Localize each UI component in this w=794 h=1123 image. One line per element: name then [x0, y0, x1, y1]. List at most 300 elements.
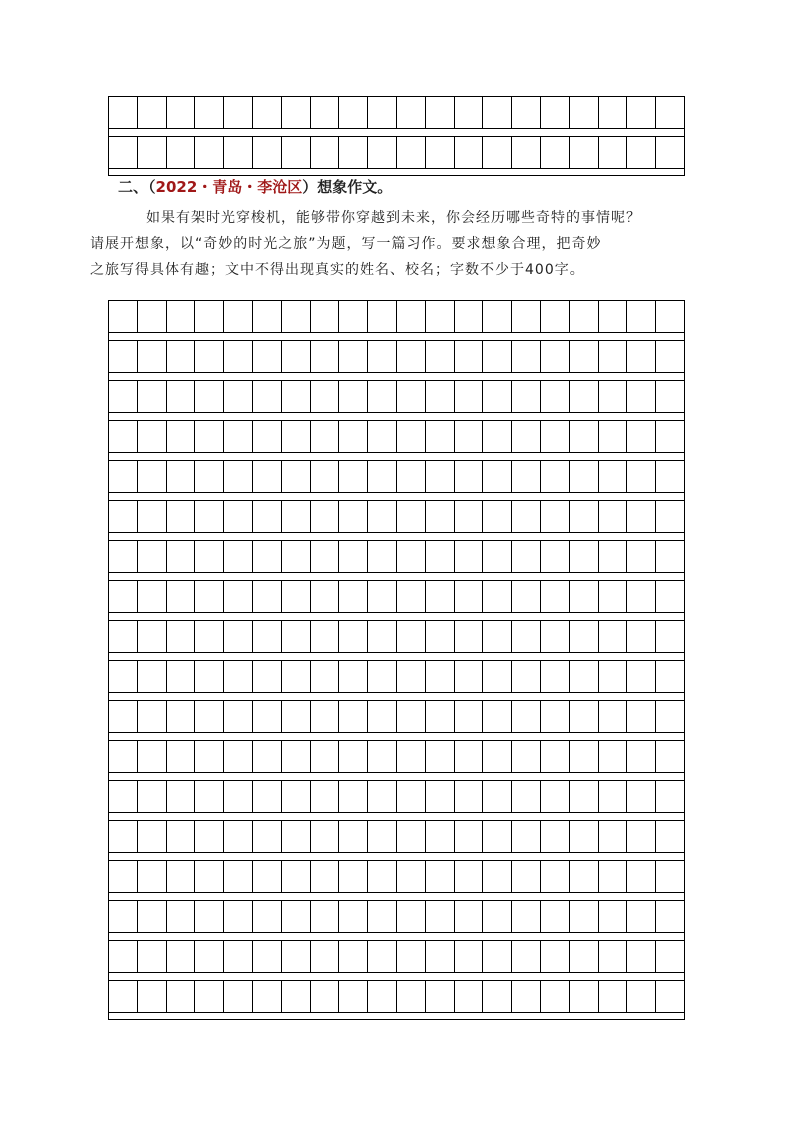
grid-cell[interactable]	[253, 381, 282, 412]
grid-cell[interactable]	[282, 821, 311, 852]
grid-cell[interactable]	[195, 541, 224, 572]
grid-cell[interactable]	[397, 301, 426, 332]
grid-cell[interactable]	[599, 661, 628, 692]
grid-cell[interactable]	[311, 301, 340, 332]
grid-cell[interactable]	[311, 581, 340, 612]
grid-cell[interactable]	[627, 461, 656, 492]
grid-cell[interactable]	[512, 97, 541, 128]
grid-cell[interactable]	[167, 621, 196, 652]
grid-cell[interactable]	[599, 701, 628, 732]
grid-cell[interactable]	[282, 301, 311, 332]
grid-cell[interactable]	[224, 541, 253, 572]
grid-cell[interactable]	[224, 941, 253, 972]
grid-cell[interactable]	[627, 541, 656, 572]
grid-cell[interactable]	[311, 821, 340, 852]
grid-cell[interactable]	[455, 137, 484, 168]
grid-cell[interactable]	[455, 541, 484, 572]
grid-cell[interactable]	[195, 981, 224, 1012]
grid-cell[interactable]	[397, 381, 426, 412]
grid-cell[interactable]	[512, 341, 541, 372]
grid-cell[interactable]	[455, 301, 484, 332]
grid-cell[interactable]	[627, 421, 656, 452]
grid-cell[interactable]	[483, 861, 512, 892]
grid-cell[interactable]	[339, 137, 368, 168]
grid-cell[interactable]	[541, 901, 570, 932]
grid-cell[interactable]	[627, 861, 656, 892]
grid-cell[interactable]	[599, 581, 628, 612]
grid-cell[interactable]	[570, 661, 599, 692]
grid-cell[interactable]	[311, 781, 340, 812]
grid-cell[interactable]	[138, 541, 167, 572]
grid-cell[interactable]	[109, 941, 138, 972]
grid-cell[interactable]	[512, 541, 541, 572]
grid-cell[interactable]	[599, 301, 628, 332]
grid-cell[interactable]	[195, 137, 224, 168]
grid-cell[interactable]	[167, 781, 196, 812]
grid-cell[interactable]	[109, 901, 138, 932]
grid-cell[interactable]	[426, 821, 455, 852]
grid-cell[interactable]	[253, 981, 282, 1012]
grid-cell[interactable]	[426, 941, 455, 972]
grid-cell[interactable]	[483, 341, 512, 372]
grid-cell[interactable]	[339, 741, 368, 772]
grid-cell[interactable]	[224, 137, 253, 168]
grid-cell[interactable]	[426, 381, 455, 412]
grid-cell[interactable]	[339, 501, 368, 532]
grid-cell[interactable]	[311, 501, 340, 532]
grid-cell[interactable]	[656, 981, 684, 1012]
grid-cell[interactable]	[570, 941, 599, 972]
grid-cell[interactable]	[599, 501, 628, 532]
grid-cell[interactable]	[599, 421, 628, 452]
grid-cell[interactable]	[167, 501, 196, 532]
grid-cell[interactable]	[195, 421, 224, 452]
grid-cell[interactable]	[483, 701, 512, 732]
grid-cell[interactable]	[224, 461, 253, 492]
grid-cell[interactable]	[167, 381, 196, 412]
grid-cell[interactable]	[138, 821, 167, 852]
grid-cell[interactable]	[397, 821, 426, 852]
grid-cell[interactable]	[426, 741, 455, 772]
grid-cell[interactable]	[512, 421, 541, 452]
grid-cell[interactable]	[483, 941, 512, 972]
grid-cell[interactable]	[368, 981, 397, 1012]
grid-cell[interactable]	[311, 341, 340, 372]
grid-cell[interactable]	[138, 621, 167, 652]
grid-cell[interactable]	[426, 341, 455, 372]
grid-cell[interactable]	[253, 741, 282, 772]
grid-cell[interactable]	[167, 701, 196, 732]
grid-cell[interactable]	[282, 781, 311, 812]
grid-cell[interactable]	[253, 421, 282, 452]
grid-cell[interactable]	[368, 861, 397, 892]
grid-cell[interactable]	[455, 901, 484, 932]
grid-cell[interactable]	[195, 301, 224, 332]
grid-cell[interactable]	[339, 941, 368, 972]
grid-cell[interactable]	[656, 501, 684, 532]
grid-cell[interactable]	[109, 301, 138, 332]
grid-cell[interactable]	[426, 981, 455, 1012]
grid-cell[interactable]	[455, 461, 484, 492]
grid-cell[interactable]	[253, 781, 282, 812]
grid-cell[interactable]	[311, 541, 340, 572]
grid-cell[interactable]	[455, 701, 484, 732]
grid-cell[interactable]	[311, 621, 340, 652]
grid-cell[interactable]	[512, 941, 541, 972]
grid-cell[interactable]	[167, 461, 196, 492]
grid-cell[interactable]	[368, 381, 397, 412]
grid-cell[interactable]	[109, 421, 138, 452]
grid-cell[interactable]	[570, 421, 599, 452]
grid-cell[interactable]	[253, 701, 282, 732]
grid-cell[interactable]	[541, 301, 570, 332]
grid-cell[interactable]	[282, 701, 311, 732]
grid-cell[interactable]	[368, 461, 397, 492]
grid-cell[interactable]	[253, 137, 282, 168]
grid-cell[interactable]	[541, 501, 570, 532]
grid-cell[interactable]	[138, 461, 167, 492]
grid-cell[interactable]	[368, 941, 397, 972]
grid-cell[interactable]	[627, 781, 656, 812]
grid-cell[interactable]	[397, 341, 426, 372]
grid-cell[interactable]	[282, 621, 311, 652]
grid-cell[interactable]	[570, 821, 599, 852]
grid-cell[interactable]	[656, 541, 684, 572]
grid-cell[interactable]	[109, 137, 138, 168]
grid-cell[interactable]	[455, 421, 484, 452]
grid-cell[interactable]	[397, 541, 426, 572]
grid-cell[interactable]	[253, 621, 282, 652]
grid-cell[interactable]	[138, 741, 167, 772]
grid-cell[interactable]	[570, 861, 599, 892]
grid-cell[interactable]	[311, 461, 340, 492]
grid-cell[interactable]	[138, 861, 167, 892]
grid-cell[interactable]	[455, 981, 484, 1012]
grid-cell[interactable]	[167, 941, 196, 972]
grid-cell[interactable]	[138, 381, 167, 412]
grid-cell[interactable]	[483, 137, 512, 168]
grid-cell[interactable]	[253, 461, 282, 492]
grid-cell[interactable]	[426, 541, 455, 572]
grid-cell[interactable]	[455, 861, 484, 892]
grid-cell[interactable]	[195, 501, 224, 532]
grid-cell[interactable]	[195, 581, 224, 612]
grid-cell[interactable]	[541, 461, 570, 492]
grid-cell[interactable]	[195, 741, 224, 772]
grid-cell[interactable]	[311, 981, 340, 1012]
grid-cell[interactable]	[138, 341, 167, 372]
grid-cell[interactable]	[426, 661, 455, 692]
grid-cell[interactable]	[339, 97, 368, 128]
grid-cell[interactable]	[570, 701, 599, 732]
grid-cell[interactable]	[224, 381, 253, 412]
grid-cell[interactable]	[599, 461, 628, 492]
grid-cell[interactable]	[483, 461, 512, 492]
grid-cell[interactable]	[656, 621, 684, 652]
grid-cell[interactable]	[368, 581, 397, 612]
grid-cell[interactable]	[167, 981, 196, 1012]
grid-cell[interactable]	[368, 621, 397, 652]
grid-cell[interactable]	[541, 861, 570, 892]
grid-cell[interactable]	[426, 901, 455, 932]
grid-cell[interactable]	[282, 861, 311, 892]
grid-cell[interactable]	[426, 421, 455, 452]
grid-cell[interactable]	[541, 981, 570, 1012]
grid-cell[interactable]	[627, 301, 656, 332]
grid-cell[interactable]	[195, 661, 224, 692]
grid-cell[interactable]	[368, 701, 397, 732]
grid-cell[interactable]	[455, 741, 484, 772]
grid-cell[interactable]	[109, 981, 138, 1012]
grid-cell[interactable]	[455, 581, 484, 612]
grid-cell[interactable]	[397, 701, 426, 732]
grid-cell[interactable]	[512, 301, 541, 332]
grid-cell[interactable]	[426, 137, 455, 168]
grid-cell[interactable]	[397, 741, 426, 772]
grid-cell[interactable]	[109, 97, 138, 128]
grid-cell[interactable]	[195, 461, 224, 492]
grid-cell[interactable]	[426, 301, 455, 332]
grid-cell[interactable]	[109, 861, 138, 892]
grid-cell[interactable]	[253, 941, 282, 972]
grid-cell[interactable]	[483, 741, 512, 772]
grid-cell[interactable]	[512, 981, 541, 1012]
grid-cell[interactable]	[109, 541, 138, 572]
grid-cell[interactable]	[627, 941, 656, 972]
grid-cell[interactable]	[656, 701, 684, 732]
grid-cell[interactable]	[656, 137, 684, 168]
grid-cell[interactable]	[483, 901, 512, 932]
grid-cell[interactable]	[656, 861, 684, 892]
grid-cell[interactable]	[339, 541, 368, 572]
grid-cell[interactable]	[311, 741, 340, 772]
grid-cell[interactable]	[282, 741, 311, 772]
grid-cell[interactable]	[397, 137, 426, 168]
grid-cell[interactable]	[311, 861, 340, 892]
grid-cell[interactable]	[570, 741, 599, 772]
grid-cell[interactable]	[512, 381, 541, 412]
grid-cell[interactable]	[224, 501, 253, 532]
grid-cell[interactable]	[512, 781, 541, 812]
grid-cell[interactable]	[599, 901, 628, 932]
grid-cell[interactable]	[311, 941, 340, 972]
grid-cell[interactable]	[224, 901, 253, 932]
grid-cell[interactable]	[512, 137, 541, 168]
grid-cell[interactable]	[138, 137, 167, 168]
grid-cell[interactable]	[483, 981, 512, 1012]
grid-cell[interactable]	[570, 137, 599, 168]
grid-cell[interactable]	[195, 381, 224, 412]
grid-cell[interactable]	[599, 861, 628, 892]
grid-cell[interactable]	[368, 901, 397, 932]
grid-cell[interactable]	[656, 781, 684, 812]
grid-cell[interactable]	[541, 421, 570, 452]
grid-cell[interactable]	[339, 621, 368, 652]
grid-cell[interactable]	[570, 97, 599, 128]
grid-cell[interactable]	[541, 341, 570, 372]
grid-cell[interactable]	[167, 901, 196, 932]
grid-cell[interactable]	[282, 581, 311, 612]
grid-cell[interactable]	[599, 341, 628, 372]
grid-cell[interactable]	[109, 701, 138, 732]
grid-cell[interactable]	[483, 381, 512, 412]
grid-cell[interactable]	[167, 741, 196, 772]
grid-cell[interactable]	[512, 661, 541, 692]
grid-cell[interactable]	[224, 701, 253, 732]
grid-cell[interactable]	[282, 97, 311, 128]
grid-cell[interactable]	[109, 461, 138, 492]
grid-cell[interactable]	[339, 781, 368, 812]
grid-cell[interactable]	[541, 381, 570, 412]
grid-cell[interactable]	[339, 901, 368, 932]
grid-cell[interactable]	[368, 97, 397, 128]
grid-cell[interactable]	[627, 97, 656, 128]
grid-cell[interactable]	[455, 781, 484, 812]
grid-cell[interactable]	[339, 341, 368, 372]
grid-cell[interactable]	[455, 621, 484, 652]
grid-cell[interactable]	[138, 501, 167, 532]
grid-cell[interactable]	[627, 581, 656, 612]
grid-cell[interactable]	[570, 781, 599, 812]
grid-cell[interactable]	[224, 781, 253, 812]
grid-cell[interactable]	[570, 541, 599, 572]
grid-cell[interactable]	[282, 341, 311, 372]
grid-cell[interactable]	[541, 701, 570, 732]
grid-cell[interactable]	[397, 581, 426, 612]
grid-cell[interactable]	[311, 901, 340, 932]
grid-cell[interactable]	[656, 97, 684, 128]
grid-cell[interactable]	[138, 781, 167, 812]
grid-cell[interactable]	[570, 301, 599, 332]
grid-cell[interactable]	[397, 941, 426, 972]
grid-cell[interactable]	[599, 137, 628, 168]
grid-cell[interactable]	[282, 941, 311, 972]
grid-cell[interactable]	[282, 981, 311, 1012]
grid-cell[interactable]	[311, 661, 340, 692]
writing-grid-main[interactable]	[108, 300, 685, 1020]
grid-cell[interactable]	[627, 621, 656, 652]
grid-cell[interactable]	[311, 421, 340, 452]
grid-cell[interactable]	[167, 137, 196, 168]
grid-cell[interactable]	[253, 97, 282, 128]
grid-cell[interactable]	[253, 901, 282, 932]
grid-cell[interactable]	[426, 701, 455, 732]
grid-cell[interactable]	[570, 981, 599, 1012]
grid-cell[interactable]	[339, 381, 368, 412]
grid-cell[interactable]	[195, 97, 224, 128]
grid-cell[interactable]	[426, 461, 455, 492]
grid-cell[interactable]	[570, 621, 599, 652]
grid-cell[interactable]	[311, 97, 340, 128]
grid-cell[interactable]	[570, 901, 599, 932]
grid-cell[interactable]	[282, 461, 311, 492]
grid-cell[interactable]	[138, 581, 167, 612]
grid-cell[interactable]	[311, 137, 340, 168]
grid-cell[interactable]	[656, 661, 684, 692]
grid-cell[interactable]	[483, 301, 512, 332]
grid-cell[interactable]	[397, 421, 426, 452]
grid-cell[interactable]	[224, 741, 253, 772]
grid-cell[interactable]	[627, 341, 656, 372]
grid-cell[interactable]	[368, 421, 397, 452]
grid-cell[interactable]	[397, 981, 426, 1012]
grid-cell[interactable]	[627, 821, 656, 852]
grid-cell[interactable]	[541, 581, 570, 612]
grid-cell[interactable]	[368, 501, 397, 532]
grid-cell[interactable]	[167, 541, 196, 572]
grid-cell[interactable]	[253, 341, 282, 372]
grid-cell[interactable]	[282, 501, 311, 532]
grid-cell[interactable]	[570, 461, 599, 492]
grid-cell[interactable]	[224, 581, 253, 612]
grid-cell[interactable]	[282, 381, 311, 412]
grid-cell[interactable]	[368, 341, 397, 372]
grid-cell[interactable]	[541, 741, 570, 772]
grid-cell[interactable]	[541, 661, 570, 692]
grid-cell[interactable]	[656, 461, 684, 492]
grid-cell[interactable]	[656, 821, 684, 852]
grid-cell[interactable]	[397, 861, 426, 892]
grid-cell[interactable]	[397, 97, 426, 128]
grid-cell[interactable]	[483, 781, 512, 812]
grid-cell[interactable]	[627, 501, 656, 532]
grid-cell[interactable]	[282, 541, 311, 572]
grid-cell[interactable]	[109, 661, 138, 692]
grid-cell[interactable]	[224, 621, 253, 652]
grid-cell[interactable]	[282, 421, 311, 452]
grid-cell[interactable]	[455, 821, 484, 852]
grid-cell[interactable]	[397, 901, 426, 932]
grid-cell[interactable]	[397, 501, 426, 532]
grid-cell[interactable]	[311, 701, 340, 732]
grid-cell[interactable]	[656, 341, 684, 372]
grid-cell[interactable]	[138, 301, 167, 332]
grid-cell[interactable]	[656, 581, 684, 612]
grid-cell[interactable]	[167, 581, 196, 612]
grid-cell[interactable]	[138, 97, 167, 128]
grid-cell[interactable]	[455, 341, 484, 372]
grid-cell[interactable]	[627, 661, 656, 692]
grid-cell[interactable]	[512, 621, 541, 652]
grid-cell[interactable]	[599, 541, 628, 572]
grid-cell[interactable]	[109, 621, 138, 652]
grid-cell[interactable]	[570, 581, 599, 612]
grid-cell[interactable]	[541, 621, 570, 652]
grid-cell[interactable]	[512, 901, 541, 932]
grid-cell[interactable]	[656, 741, 684, 772]
grid-cell[interactable]	[512, 501, 541, 532]
grid-cell[interactable]	[224, 821, 253, 852]
grid-cell[interactable]	[368, 661, 397, 692]
grid-cell[interactable]	[656, 941, 684, 972]
grid-cell[interactable]	[570, 501, 599, 532]
grid-cell[interactable]	[541, 97, 570, 128]
grid-cell[interactable]	[599, 941, 628, 972]
grid-cell[interactable]	[368, 301, 397, 332]
grid-cell[interactable]	[339, 661, 368, 692]
grid-cell[interactable]	[195, 861, 224, 892]
grid-cell[interactable]	[224, 341, 253, 372]
grid-cell[interactable]	[512, 861, 541, 892]
grid-cell[interactable]	[339, 701, 368, 732]
grid-cell[interactable]	[599, 781, 628, 812]
grid-cell[interactable]	[426, 501, 455, 532]
grid-cell[interactable]	[339, 981, 368, 1012]
grid-cell[interactable]	[138, 901, 167, 932]
grid-cell[interactable]	[541, 781, 570, 812]
grid-cell[interactable]	[138, 941, 167, 972]
grid-cell[interactable]	[311, 381, 340, 412]
